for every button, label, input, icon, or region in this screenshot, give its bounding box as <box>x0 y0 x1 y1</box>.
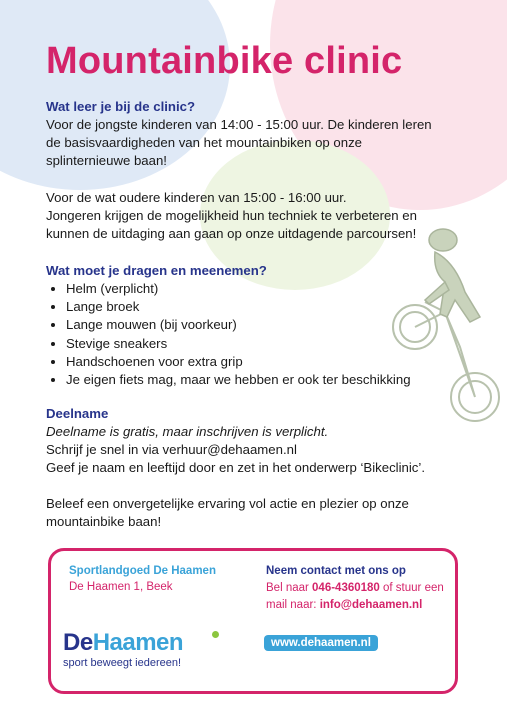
participation-note: Deelname is gratis, maar inschrijven is verplicht. <box>46 424 329 439</box>
page-title: Mountainbike clinic <box>46 40 403 82</box>
section-heading-clinic: Wat leer je bij de clinic? <box>46 99 196 114</box>
gear-list <box>46 280 456 389</box>
section-participation <box>46 405 456 477</box>
phone-prefix: Bel naar <box>266 582 313 594</box>
phone-suffix: of stuur een <box>379 582 444 594</box>
phone-line <box>266 580 451 597</box>
paragraph-older-kids: Voor de wat oudere kinderen van 15:00 - 16:00 uur. Jongeren krijgen de mogelijkheid hun techniek te verbeteren en kunnen de uitdaging aan gaan op onze uitdagende parcoursen! <box>46 190 417 241</box>
mail-prefix: mail naar: <box>266 599 320 611</box>
closing-paragraph: Beleef een onvergetelijke ervaring vol actie en plezier op onze mountainbike baan! <box>46 496 409 529</box>
list-item: • Helm (verplicht) <box>66 280 456 298</box>
address-block <box>69 563 216 595</box>
logo-word-haamen: Haamen <box>92 629 184 656</box>
paragraph-young-kids: Voor de jongste kinderen van 14:00 - 15:00 uur. De kinderen leren de basisvaardigheden van het mountainbiken op onze splinternieuwe baan! <box>46 117 432 168</box>
contact-heading: Neem contact met ons op <box>266 565 406 577</box>
logo-wordmark <box>63 629 183 657</box>
list-item: • Stevige sneakers <box>66 335 456 353</box>
subject-line: Geef je naam en leeftijd door en zet in het onderwerp ‘Bikeclinic’. <box>46 460 425 475</box>
list-item: • Je eigen fiets mag, maar we hebben er ook ter beschikking <box>66 371 456 389</box>
email-link[interactable]: info@dehaamen.nl <box>319 599 423 611</box>
section-clinic <box>46 98 456 170</box>
website-link[interactable]: www.dehaamen.nl <box>264 635 378 651</box>
org-name: Sportlandgoed De Haamen <box>69 565 216 577</box>
contact-block <box>266 563 451 614</box>
logo-tagline: sport beweegt iedereen! <box>63 657 182 669</box>
signup-line: Schrijf je snel in via verhuur@dehaamen.nl <box>46 442 297 457</box>
org-address: De Haamen 1, Beek <box>69 581 173 593</box>
section-heading-participation: Deelname <box>46 406 109 421</box>
dehaamen-logo <box>63 629 233 673</box>
logo-dot-icon <box>212 631 219 638</box>
contact-box <box>48 548 458 694</box>
list-item: • Lange broek <box>66 298 456 316</box>
list-item: • Lange mouwen (bij voorkeur) <box>66 316 456 334</box>
mail-line <box>266 597 451 614</box>
logo-word-de: De <box>63 629 93 656</box>
section-gear <box>46 262 456 389</box>
section-heading-gear: Wat moet je dragen en meenemen? <box>46 263 267 278</box>
phone-number[interactable]: 046-4360180 <box>312 582 380 594</box>
list-item: • Handschoenen voor extra grip <box>66 353 456 371</box>
